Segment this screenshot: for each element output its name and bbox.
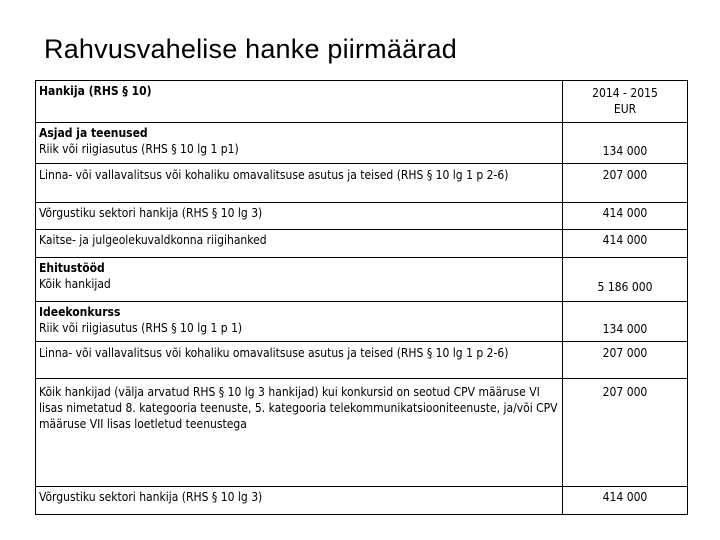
row-label: Linna- või vallavalitsus või kohaliku omavalitsuse asutus ja teised (RHS § 10 lg 1 p 2-6) <box>39 346 509 360</box>
section-heading-goods-services: Asjad ja teenused <box>39 126 148 140</box>
row-label: Kõik hankijad (välja arvatud RHS § 10 lg 3 hankijad) kui konkursid on seotud CPV määruse VI lisas nimetatud 8. kategooria teenuste, 5. kategooria telekommunikatsiooniteenuste, ja/või CPV määruse VII lisas loetletud teenustega <box>39 385 558 431</box>
row-label-cell <box>36 164 563 203</box>
table-row <box>36 342 688 379</box>
header-currency: EUR <box>613 102 637 116</box>
table-row <box>36 230 688 258</box>
table-header-row <box>36 81 688 123</box>
header-period: 2014 - 2015 <box>592 86 658 100</box>
row-label: Võrgustiku sektori hankija (RHS § 10 lg 3) <box>39 490 263 504</box>
row-label: Linna- või vallavalitsus või kohaliku omavalitsuse asutus ja teised (RHS § 10 lg 1 p 2-6) <box>39 168 509 182</box>
row-label: Riik või riigiasutus (RHS § 10 lg 1 p1) <box>39 142 239 156</box>
row-label: Kõik hankijad <box>39 277 111 291</box>
table-row <box>36 123 688 164</box>
row-value: 134 000 <box>602 144 648 158</box>
table-row <box>36 487 688 515</box>
row-label: Riik või riigiasutus (RHS § 10 lg 1 p 1) <box>39 321 243 335</box>
row-value: 5 186 000 <box>597 280 653 294</box>
row-label-cell <box>36 203 563 230</box>
header-label: Hankija (RHS § 10) <box>39 84 152 98</box>
row-value-cell <box>563 230 688 258</box>
row-value-cell <box>563 487 688 515</box>
row-value-cell <box>563 164 688 203</box>
row-label-cell <box>36 123 563 164</box>
row-label-cell <box>36 230 563 258</box>
table-row <box>36 164 688 203</box>
row-label-cell <box>36 487 563 515</box>
row-label-cell <box>36 258 563 302</box>
row-value: 134 000 <box>602 322 648 336</box>
table-row <box>36 379 688 487</box>
row-value: 207 000 <box>602 168 648 182</box>
page-title: Rahvusvahelise hanke piirmäärad <box>44 34 457 64</box>
row-value-cell <box>563 342 688 379</box>
row-label: Võrgustiku sektori hankija (RHS § 10 lg 3) <box>39 206 263 220</box>
row-value-cell <box>563 258 688 302</box>
row-value-cell <box>563 302 688 342</box>
section-heading-design-contest: Ideekonkurss <box>39 305 121 319</box>
row-value: 207 000 <box>602 385 648 399</box>
header-period-cell <box>563 81 688 123</box>
header-label-cell <box>36 81 563 123</box>
section-heading-construction: Ehitustööd <box>39 261 105 275</box>
table-row <box>36 302 688 342</box>
row-value: 414 000 <box>602 490 648 504</box>
row-value: 414 000 <box>602 233 648 247</box>
row-value-cell <box>563 123 688 164</box>
row-label-cell <box>36 379 563 487</box>
table-row <box>36 203 688 230</box>
row-value-cell <box>563 203 688 230</box>
row-label-cell <box>36 302 563 342</box>
row-value: 207 000 <box>602 346 648 360</box>
row-label-cell <box>36 342 563 379</box>
threshold-table <box>35 80 688 515</box>
row-value: 414 000 <box>602 206 648 220</box>
table-row <box>36 258 688 302</box>
row-value-cell <box>563 379 688 487</box>
row-label: Kaitse- ja julgeolekuvaldkonna riigihanked <box>39 233 267 247</box>
